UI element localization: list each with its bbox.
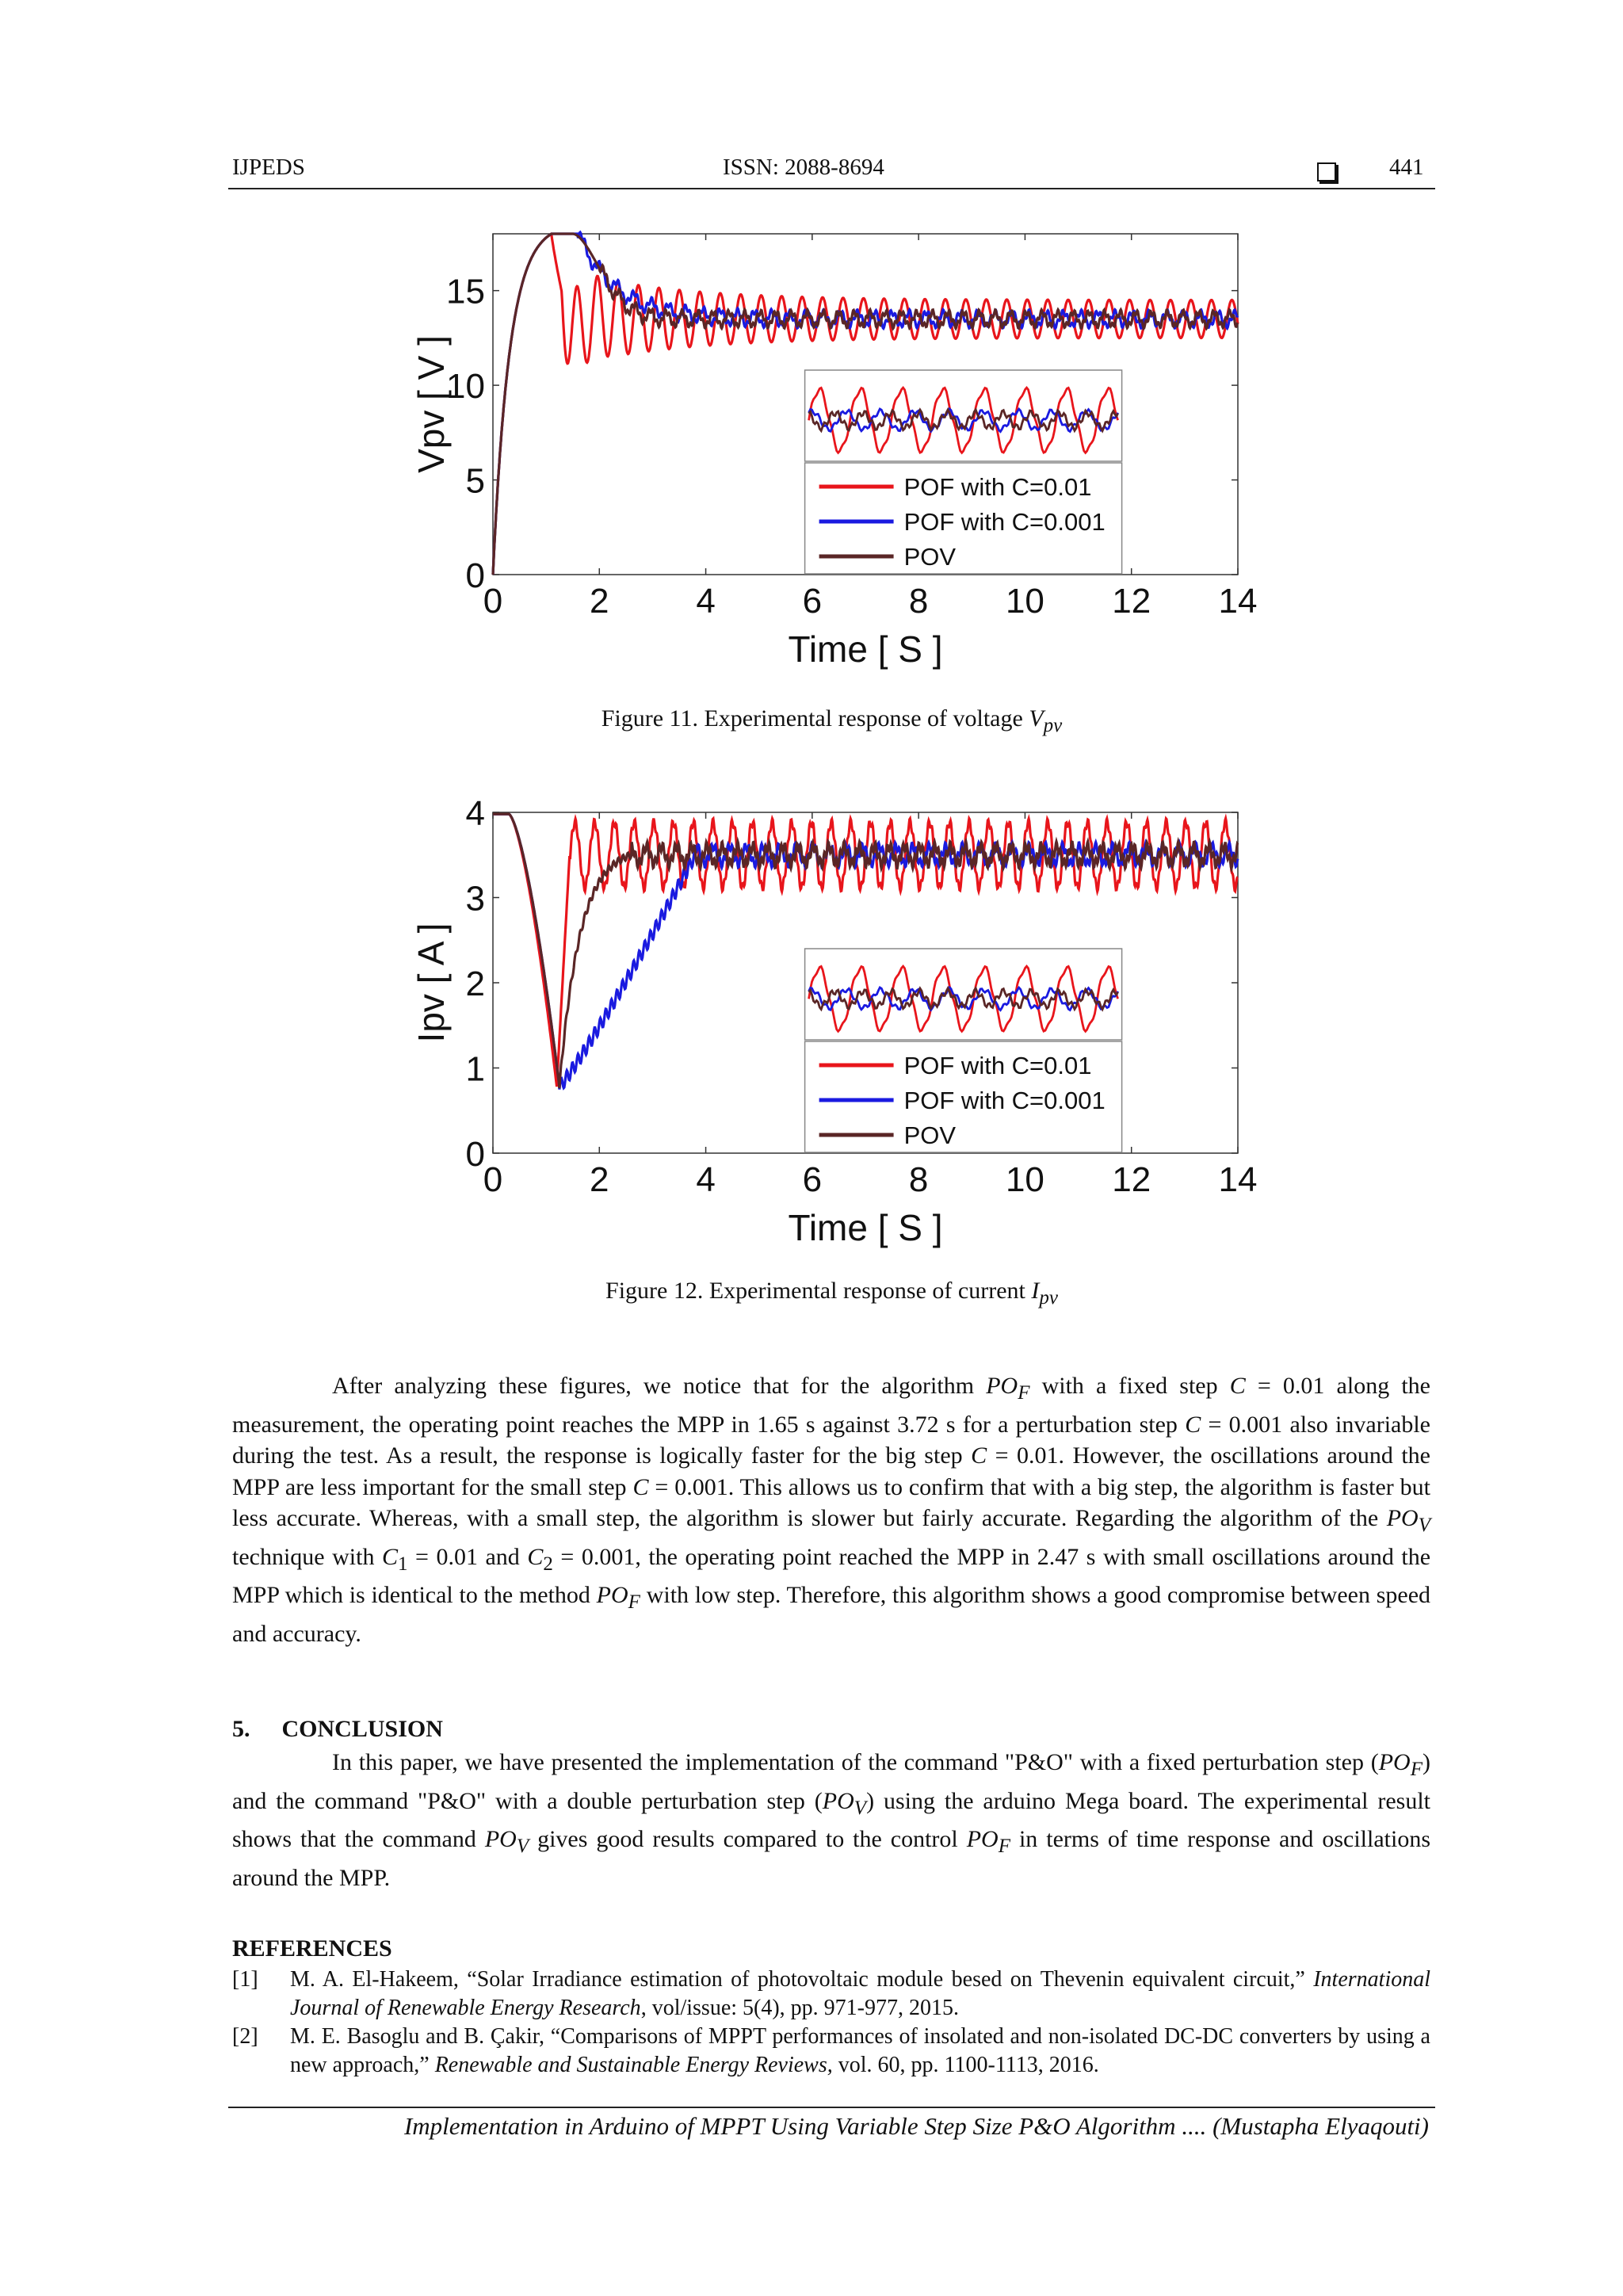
running-footer: Implementation in Arduino of MPPT Using Variable Step Size P&O Algorithm .... (Mustapha Elyaqouti): [403, 2112, 1429, 2140]
reference-2: [2] M. E. Basoglu and B. Çakir, “Comparisons of MPPT performances of insolated and non-isolated DC-DC converters by using a new approach,” Renewable and Sustainable Energy Reviews, vol. 60, pp. 1100-1113, 2016.: [232, 2024, 1430, 2077]
x-tick-label: 0: [483, 1160, 503, 1199]
x-tick-label: 6: [802, 1160, 823, 1199]
y-tick-label: 10: [446, 367, 485, 407]
references-heading: REFERENCES: [232, 1935, 392, 1962]
x-tick-label: 4: [696, 582, 716, 621]
conclusion-heading: 5. CONCLUSION: [232, 1716, 443, 1742]
x-axis-label: Time [ S ]: [788, 1207, 943, 1248]
footer-rule: [228, 2107, 1435, 2108]
discussion-paragraph: After analyzing these figures, we notice that for the algorithm $PO_F$ with a fixed step C = 0.01 along the measurement, the operating point reaches the MPP in 1.65 s against 3.72 s for a perturbation step C = 0.001 also invariable during the test. As a result, the response is logically faster for the big step C = 0.01. However, the oscillations around the MPP are less important for the small step C = 0.001. This allows us to confirm that with a big step, the algorithm is faster but less accurate. Whereas, with a small step, the algorithm is slower but fairly accurate. Regarding the algorithm of the $PO_V$ technique with $C_1 = 0.01$ and $C_2 = 0.001$, the operating point reached the MPP in 2.47 s with small oscillations around the MPP which is identical to the method $PO_F$ with low step. Therefore, this algorithm shows a good compromise between speed and accuracy.: [232, 1373, 1431, 1647]
reference-1: [1] M. A. El-Hakeem, “Solar Irradiance estimation of photovoltaic module besed on Thevenin equivalent circuit,” International Journal of Renewable Energy Research, vol/issue: 5(4), pp. 971-977, 2015.: [232, 1967, 1430, 2020]
x-tick-label: 6: [802, 582, 823, 621]
legend-label: POV: [903, 1121, 957, 1149]
legend-label: POF with C=0.001: [903, 508, 1106, 536]
y-tick-label: 0: [465, 1135, 485, 1174]
x-tick-label: 8: [908, 1160, 929, 1199]
issn: ISSN: 2088-8694: [723, 155, 884, 180]
figure-11-caption: Figure 11. Experimental response of voltage $V_{pv}$: [601, 705, 1063, 736]
legend-label: POF with C=0.001: [903, 1087, 1106, 1114]
x-tick-label: 4: [696, 1160, 716, 1199]
x-axis-label: Time [ S ]: [788, 628, 943, 670]
y-tick-label: 0: [465, 556, 485, 595]
journal-name: IJPEDS: [232, 155, 305, 180]
legend-label: POF with C=0.01: [903, 473, 1092, 501]
x-tick-label: 12: [1112, 1160, 1151, 1199]
y-tick-label: 2: [465, 965, 485, 1003]
page-number: 441: [1389, 155, 1424, 180]
x-tick-label: 12: [1112, 582, 1151, 621]
y-tick-label: 5: [465, 461, 485, 501]
figure-12-chart: [396, 800, 1268, 1260]
x-tick-label: 8: [908, 582, 929, 621]
x-tick-label: 0: [483, 582, 503, 621]
figure-11-chart: [396, 222, 1268, 682]
x-tick-label: 14: [1218, 1160, 1258, 1199]
checkbox-icon: [1317, 158, 1336, 184]
figure-12-caption: Figure 12. Experimental response of current $I_{pv}$: [605, 1278, 1058, 1308]
y-tick-label: 4: [465, 800, 485, 833]
y-tick-label: 1: [465, 1049, 485, 1089]
y-tick-label: 15: [446, 272, 485, 311]
y-tick-label: 3: [465, 879, 485, 919]
header-rule: [228, 188, 1435, 189]
x-tick-label: 10: [1005, 582, 1044, 621]
x-tick-label: 14: [1218, 582, 1258, 621]
y-axis-label: Ipv [ A ]: [411, 923, 452, 1043]
legend-label: POF with C=0.01: [903, 1052, 1092, 1079]
x-tick-label: 10: [1005, 1160, 1044, 1199]
x-tick-label: 2: [590, 1160, 609, 1199]
x-tick-label: 2: [590, 582, 609, 621]
conclusion-paragraph: In this paper, we have presented the implementation of the command "P&O" with a fixed perturbation step $(PO_F)$ and the command "P&O" with a double perturbation step $(PO_V)$ using the arduino Mega board. The experimental result shows that the command $PO_V$ gives good results compared to the control $PO_F$ in terms of time response and oscillations around the MPP.: [232, 1749, 1430, 1891]
legend-label: POV: [903, 543, 957, 571]
y-axis-label: Vpv [ V ]: [411, 335, 452, 473]
